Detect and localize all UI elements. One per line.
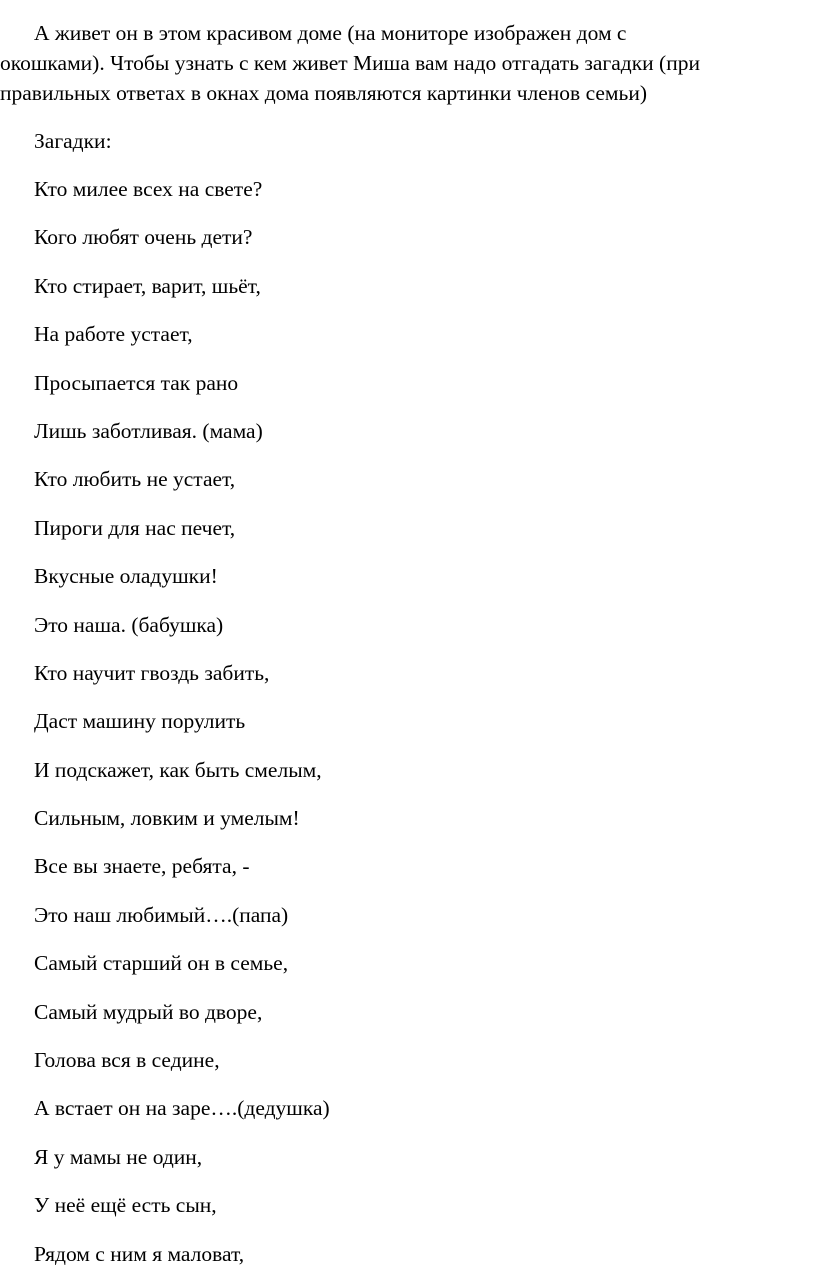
intro-line: окошками). Чтобы узнать с кем живет Миша вам надо отгадать загадки (при (0, 51, 700, 75)
intro-line: правильных ответах в окнах дома появляются картинки членов семьи) (0, 81, 647, 105)
verse-line: Рядом с ним я маловат, (34, 1241, 245, 1266)
verse-line: Кого любят очень дети? (34, 225, 253, 250)
verse-line: Вкусные оладушки! (34, 564, 218, 589)
verse-line: Я у мамы не один, (34, 1144, 203, 1169)
verse-line: А встает он на заре….(дедушка) (34, 1096, 330, 1121)
verse-line: Кто научит гвоздь забить, (34, 660, 270, 685)
verse-line: Кто любить не устает, (34, 467, 236, 492)
verse-line: Сильным, ловким и умелым! (34, 806, 300, 831)
verse-line: Это наш любимый….(папа) (34, 902, 289, 927)
verse-line: Лишь заботливая. (мама) (34, 418, 263, 443)
verse-line: Самый старший он в семье, (34, 951, 289, 976)
verse-line: У неё ещё есть сын, (34, 1193, 217, 1218)
intro-paragraph (0, 18, 816, 108)
intro-line: А живет он в этом красивом доме (на мониторе изображен дом с (34, 21, 627, 45)
verse-line: На работе устает, (34, 322, 193, 347)
verse-line: Даст машину порулить (34, 709, 246, 734)
riddle-verses (34, 175, 330, 1288)
riddles-heading: Загадки: (34, 129, 112, 153)
verse-line: Это наша. (бабушка) (34, 612, 224, 637)
verse-line: Просыпается так рано (34, 370, 239, 395)
verse-line: И подскажет, как быть смелым, (34, 757, 322, 782)
verse-line: Кто милее всех на свете? (34, 177, 263, 201)
verse-line: Кто стирает, варит, шьёт, (34, 273, 261, 298)
verse-line: Пироги для нас печет, (34, 515, 236, 540)
verse-line: Голова вся в седине, (34, 1048, 220, 1073)
verse-line: Все вы знаете, ребята, - (34, 854, 250, 879)
verse-line: Самый мудрый во дворе, (34, 999, 263, 1024)
